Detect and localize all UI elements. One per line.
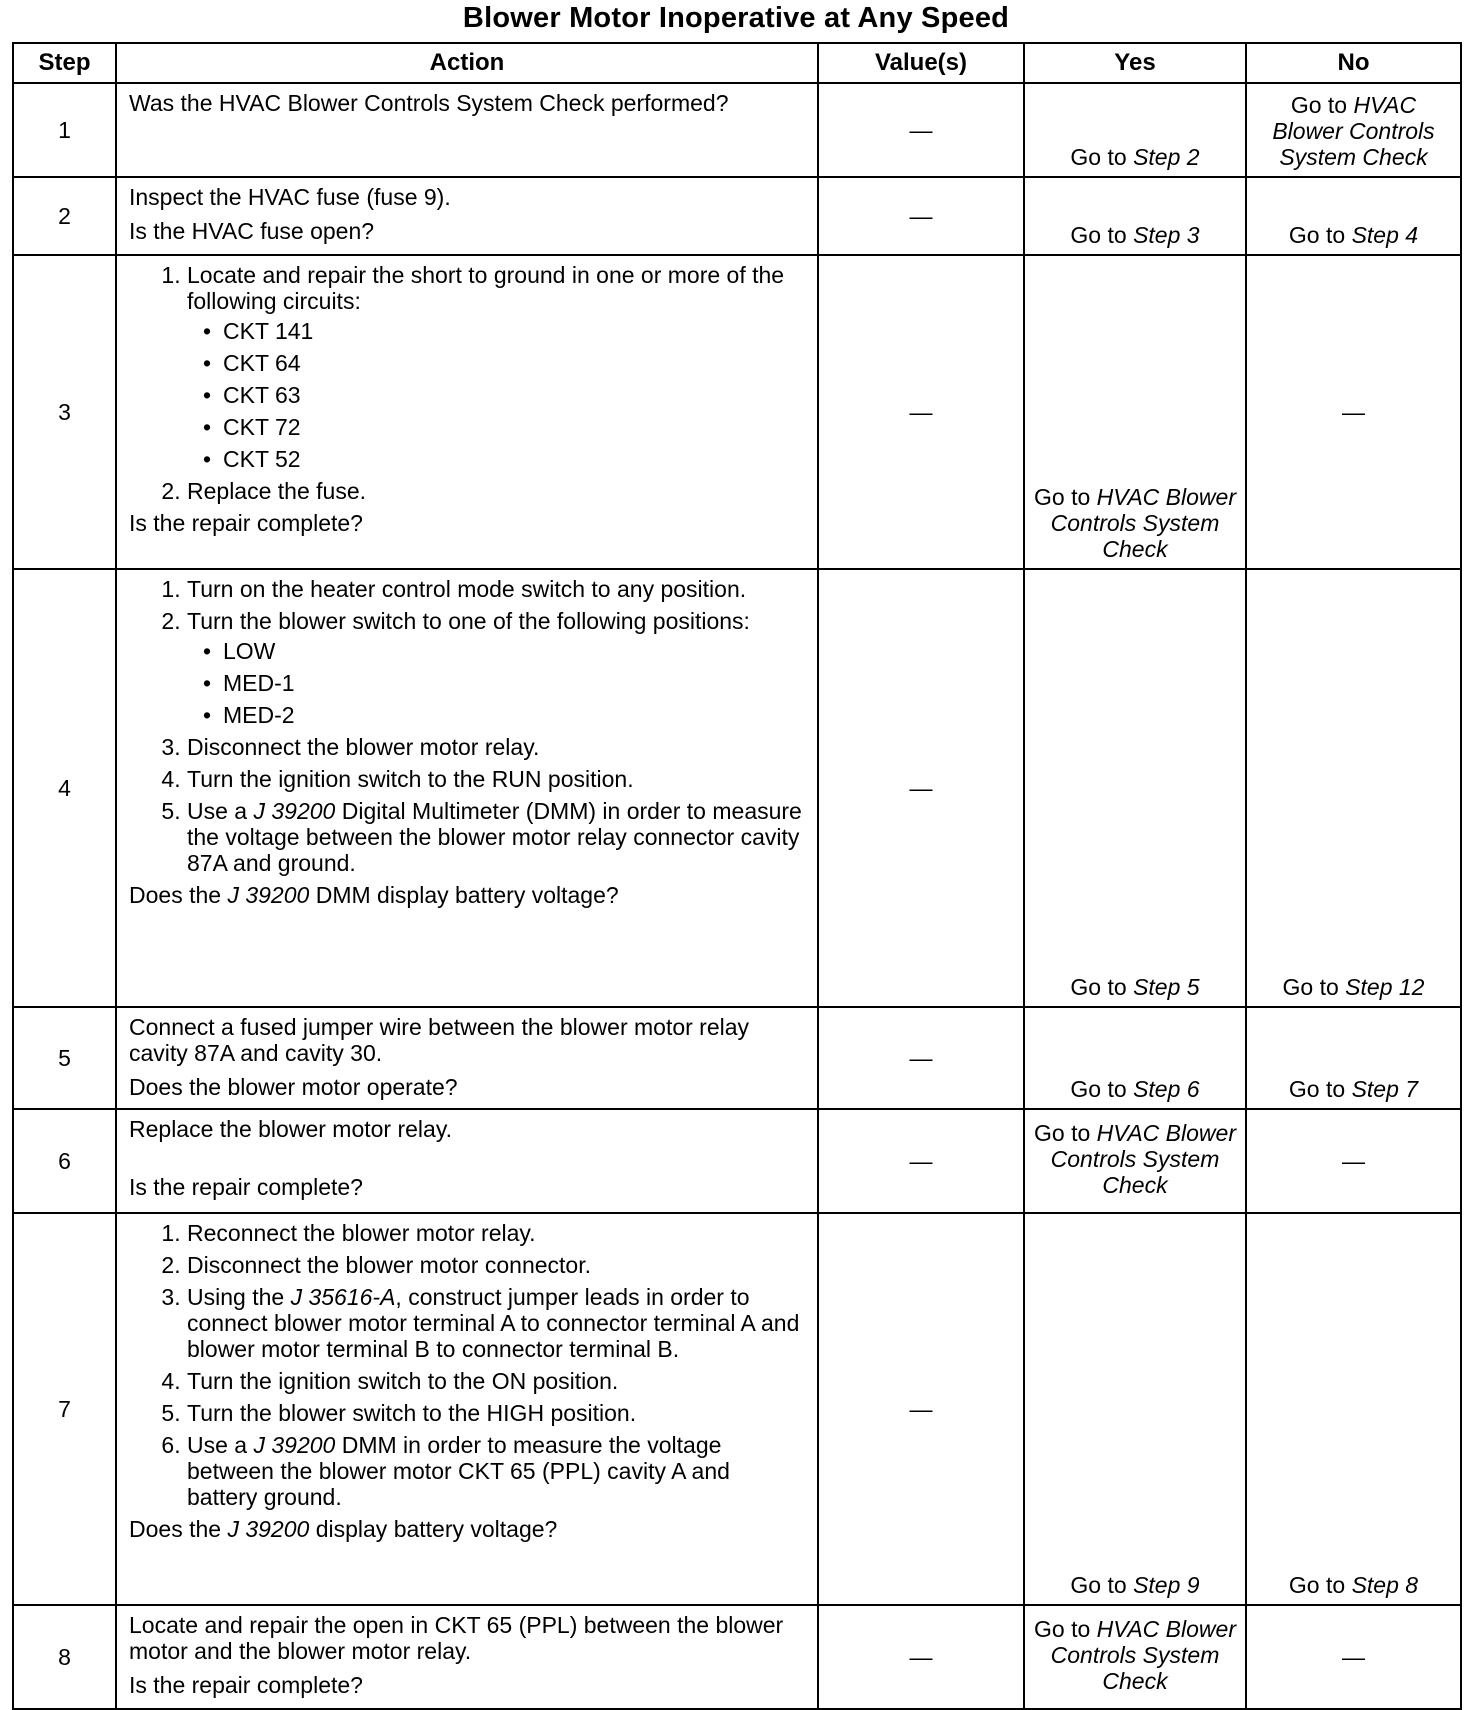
goto-prefix: Go to [1034, 1616, 1091, 1642]
action-cell [116, 1213, 818, 1605]
no-cell: — [1246, 1109, 1461, 1213]
action-question: Does the blower motor operate? [129, 1074, 458, 1100]
page-title: Blower Motor Inoperative at Any Speed [462, 2, 1010, 34]
value-cell: — [818, 1007, 1024, 1109]
goto-prefix: Go to [1034, 484, 1091, 510]
procedure-text: Turn the blower switch to one of the following positions: [187, 608, 750, 634]
goto-prefix: Go to [1034, 1120, 1091, 1146]
goto-target: HVAC Blower Controls System Check [1050, 484, 1236, 562]
action-question: Is the HVAC fuse open? [129, 218, 375, 244]
procedure-list [129, 576, 805, 876]
tool-name: J 39200 [227, 1516, 310, 1542]
goto-prefix: Go to [1290, 92, 1348, 118]
goto-target: Step 9 [1133, 1572, 1200, 1598]
action-question: Is the repair complete? [129, 510, 363, 536]
step-number: 6 [13, 1109, 116, 1213]
goto-prefix: Go to [1288, 222, 1346, 248]
action-cell [116, 1605, 818, 1709]
action-intro: Inspect the HVAC fuse (fuse 9). [129, 184, 451, 210]
header-values: Value(s) [818, 43, 1024, 83]
tool-name: J 39200 [227, 882, 310, 908]
goto-target: Step 7 [1351, 1076, 1419, 1102]
procedure-item: 3. Disconnect the blower motor relay. [187, 734, 805, 760]
goto-target: HVAC Blower Controls System Check [1050, 1120, 1236, 1198]
step-number: 7 [13, 1213, 116, 1605]
table-row [13, 83, 1461, 177]
procedure-item [187, 608, 805, 728]
yes-cell [1024, 83, 1246, 177]
value-cell: — [818, 1213, 1024, 1605]
yes-cell [1024, 1213, 1246, 1605]
procedure-text: , construct jumper leads in order to connect blower motor terminal A to connector terminal A and blower motor terminal B to connector terminal B. [187, 1284, 800, 1362]
procedure-item: 4. Turn the ignition switch to the RUN position. [187, 766, 805, 792]
action-intro: Connect a fused jumper wire between the blower motor relay cavity 87A and cavity 30. [129, 1014, 750, 1066]
yes-cell [1024, 255, 1246, 569]
diagnostic-table [12, 42, 1462, 1710]
procedure-text: Digital Multimeter (DMM) in order to measure the voltage between the blower motor relay connector cavity 87A and ground. [187, 798, 802, 876]
procedure-item: 5. Turn the blower switch to the HIGH position. [187, 1400, 805, 1426]
yes-cell [1024, 1605, 1246, 1709]
procedure-item [187, 1432, 805, 1510]
action-cell [116, 1007, 818, 1109]
table-row [13, 1007, 1461, 1109]
action-question [129, 1516, 805, 1542]
action-cell [116, 177, 818, 255]
procedure-item [187, 262, 805, 472]
action-question: Is the repair complete? [129, 1174, 363, 1200]
circuit-item: • CKT 52 [223, 446, 805, 472]
action-question [129, 882, 805, 908]
yes-cell [1024, 1109, 1246, 1213]
circuit-item: • CKT 64 [223, 350, 805, 376]
goto-target: HVAC Blower Controls System Check [1272, 92, 1435, 170]
goto-target: Step 5 [1133, 974, 1200, 1000]
action-cell [116, 1109, 818, 1213]
procedure-item [187, 798, 805, 876]
table-row [13, 255, 1461, 569]
procedure-text: Locate and repair the short to ground in one or more of the following circuits: [187, 262, 785, 314]
header-yes: Yes [1024, 43, 1246, 83]
circuit-list [187, 318, 805, 472]
goto-prefix: Go to [1070, 1076, 1127, 1102]
step-number: 4 [13, 569, 116, 1007]
value-cell: — [818, 1109, 1024, 1213]
action-cell [116, 569, 818, 1007]
goto-prefix: Go to [1288, 1572, 1346, 1598]
goto-prefix: Go to [1070, 222, 1127, 248]
procedure-list [129, 262, 805, 504]
no-cell [1246, 83, 1461, 177]
yes-cell [1024, 1007, 1246, 1109]
circuit-item: • CKT 141 [223, 318, 805, 344]
goto-target: Step 6 [1133, 1076, 1200, 1102]
action-intro: Replace the blower motor relay. [129, 1116, 452, 1142]
circuit-item: • CKT 72 [223, 414, 805, 440]
action-question: Is the repair complete? [129, 1672, 363, 1698]
value-cell: — [818, 83, 1024, 177]
no-cell: — [1246, 255, 1461, 569]
goto-target: HVAC Blower Controls System Check [1050, 1616, 1236, 1694]
position-item: • MED-2 [223, 702, 805, 728]
goto-prefix: Go to [1070, 1572, 1127, 1598]
procedure-text: DMM in order to measure the voltage between the blower motor CKT 65 (PPL) cavity A and battery ground. [187, 1432, 730, 1510]
header-step: Step [13, 43, 116, 83]
procedure-text: Use a [187, 798, 248, 824]
table-row [13, 569, 1461, 1007]
position-list [187, 638, 805, 728]
goto-prefix: Go to [1288, 1076, 1346, 1102]
table-row [13, 177, 1461, 255]
value-cell: — [818, 255, 1024, 569]
no-cell [1246, 177, 1461, 255]
table-row [13, 1213, 1461, 1605]
goto-target: Step 8 [1351, 1572, 1419, 1598]
yes-cell [1024, 569, 1246, 1007]
no-cell [1246, 569, 1461, 1007]
goto-prefix: Go to [1070, 144, 1127, 170]
question-text: DMM display battery voltage? [315, 882, 619, 908]
table-row [13, 1605, 1461, 1709]
value-cell: — [818, 569, 1024, 1007]
tool-name: J 39200 [253, 798, 336, 824]
position-item: • MED-1 [223, 670, 805, 696]
procedure-item: 1. Reconnect the blower motor relay. [187, 1220, 805, 1246]
procedure-text: Use a [187, 1432, 248, 1458]
action-intro: Locate and repair the open in CKT 65 (PPL) between the blower motor and the blower motor relay. [129, 1612, 784, 1664]
circuit-item: • CKT 63 [223, 382, 805, 408]
action-question: Was the HVAC Blower Controls System Check performed? [129, 90, 729, 116]
goto-target: Step 3 [1133, 222, 1200, 248]
procedure-item [187, 1284, 805, 1362]
procedure-item: 2. Replace the fuse. [187, 478, 805, 504]
value-cell: — [818, 1605, 1024, 1709]
procedure-item: 2. Disconnect the blower motor connector. [187, 1252, 805, 1278]
goto-target: Step 4 [1351, 222, 1419, 248]
procedure-item: 4. Turn the ignition switch to the ON position. [187, 1368, 805, 1394]
question-text: Does the [129, 882, 222, 908]
value-cell: — [818, 177, 1024, 255]
procedure-list [129, 1220, 805, 1510]
step-number: 3 [13, 255, 116, 569]
goto-target: Step 2 [1133, 144, 1200, 170]
procedure-text: Using the [187, 1284, 285, 1310]
no-cell [1246, 1213, 1461, 1605]
no-cell: — [1246, 1605, 1461, 1709]
tool-name: J 35616-A [290, 1284, 396, 1310]
step-number: 5 [13, 1007, 116, 1109]
table-row [13, 1109, 1461, 1213]
no-cell [1246, 1007, 1461, 1109]
goto-target: Step 12 [1345, 974, 1425, 1000]
step-number: 1 [13, 83, 116, 177]
table-header-row [13, 43, 1461, 83]
step-number: 2 [13, 177, 116, 255]
step-number: 8 [13, 1605, 116, 1709]
tool-name: J 39200 [253, 1432, 336, 1458]
action-cell [116, 255, 818, 569]
goto-prefix: Go to [1070, 974, 1127, 1000]
position-item: • LOW [223, 638, 805, 664]
header-action: Action [116, 43, 818, 83]
action-cell [116, 83, 818, 177]
header-no: No [1246, 43, 1461, 83]
procedure-item: 1. Turn on the heater control mode switch to any position. [187, 576, 805, 602]
question-text: Does the [129, 1516, 222, 1542]
goto-prefix: Go to [1282, 974, 1339, 1000]
question-text: display battery voltage? [315, 1516, 558, 1542]
yes-cell [1024, 177, 1246, 255]
